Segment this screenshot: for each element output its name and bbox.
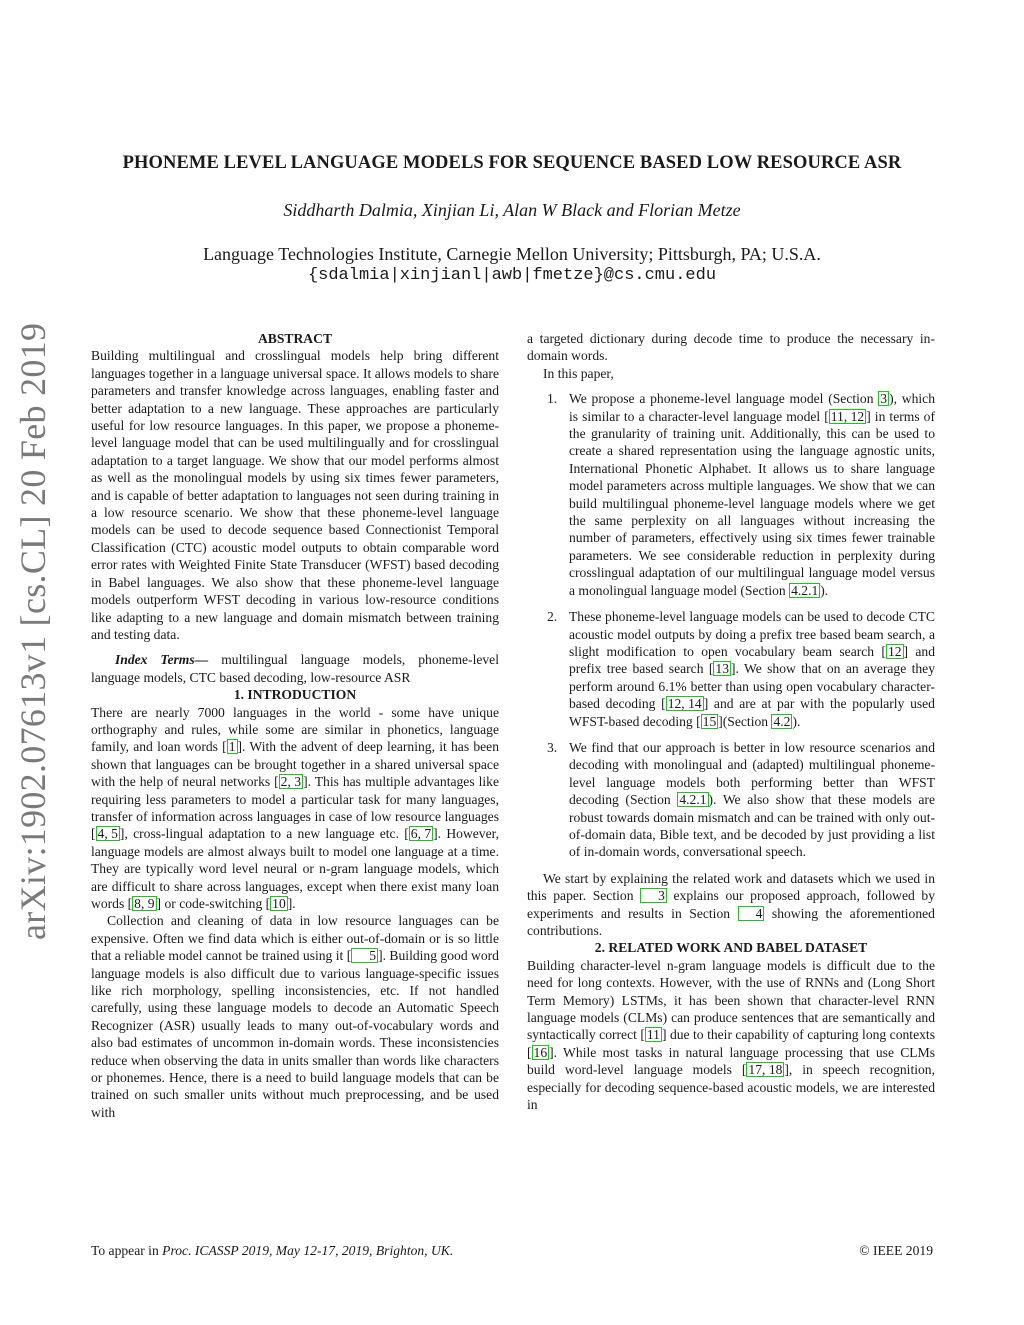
citation-link[interactable]: 12, 14	[667, 696, 702, 712]
related-heading: 2. RELATED WORK AND BABEL DATASET	[594, 940, 868, 956]
intro-paragraph-2: Collection and cleaning of data in low resource languages can be expensive. Often we find data which is either out-of-domain or is so little that a reliable model cannot be trained using it [ 5 ]. Building good word language models is also difficult due to various language-specific issues like rich morphology, spelling inconsistencies, etc. If not handled carefully, using these language models to decode an Automatic Speech Recognizer (ASR) usually leads to many out-of-vocabulary words and also bad estimates of uncommon in-domain words. These inconsistencies reduce when observing the data in units smaller than words like characters or phonemes. Hence, there is a need to build language models that can be trained on such smaller units without much preprocessing, and be used with	[91, 913, 499, 1120]
author-emails: {sdalmia|xinjianl|awb|fmetze}@cs.cmu.edu	[307, 266, 717, 285]
related-paragraph: Building character-level n-gram language models is difficult due to the need for long contexts. However, with the use of RNNs and (Long Short Term Memory) LSTMs, it has been shown that character-level RNN language models (CLMs) can produce sentences that are semantically and syntactically correct [ 11 ] due to their capability of capturing long contexts [ 16 ]. While most tasks in natural language processing that use CLMs build word-level language models [ 17, 18 ], in speech recognition, especially for decoding sequence-based acoustic models, we are interested in	[527, 957, 935, 1113]
intro-heading: 1. INTRODUCTION	[233, 687, 357, 703]
citation-link[interactable]: 1	[228, 739, 236, 755]
citation-link[interactable]: 16	[533, 1044, 548, 1060]
affiliation: Language Technologies Institute, Carnegie Mellon University; Pittsburgh, PA; U.S.A.	[203, 244, 821, 264]
authors: Siddharth Dalmia, Xinjian Li, Alan W Black and Florian Metze	[283, 200, 741, 220]
citation-link[interactable]: 4, 5	[97, 826, 118, 842]
left-column	[91, 330, 499, 1121]
section-link[interactable]: 4	[738, 906, 765, 921]
contributions-list	[527, 390, 935, 861]
citation-link[interactable]: 10	[272, 896, 286, 911]
footer-copyright: © IEEE 2019	[859, 1243, 933, 1258]
right-column	[527, 330, 935, 1113]
citation-link[interactable]: 11, 12	[830, 408, 865, 424]
list-item: 1. We propose a phoneme-level language model (Section 3 ), which is similar to a character-level language model [ 11, 12 ] in terms of the granularity of training unit. Additionally, this can be used to create a shared representation using the language agnostic units, International Phonetic Alphabet. It allows us to share language model parameters across multiple languages. We show that we can build multilingual phoneme-level language models where we get the same perplexity on all languages without increasing the number of parameters, effectively using six times fewer trainable parameters. We see considerable reduction in perplexity during crosslingual adaptation of our multilingual language model versus a monolingual language model (Section 4.2.1 ).	[547, 391, 935, 598]
list-item: 2. These phoneme-level language models can be used to decode CTC acoustic model outputs by doing a prefix tree based beam search, a slight modification to open vocabulary beam search [ 12 ] and prefix tree based search [ 13 ]. We show that on an average they perform around 6.1% better than using open vocabulary character-based decoding [ 12, 14 ] and are at par with the popularly used WFST-based decoding [ 15 ](Section 4.2 ).	[547, 609, 935, 729]
index-terms-label: Index Terms—	[115, 652, 209, 668]
citation-link[interactable]: 6, 7	[410, 826, 432, 842]
citation-link[interactable]: 15	[702, 713, 717, 729]
intro-paragraph-1: There are nearly 7000 languages in the world - some have unique orthography and rules, while some are similar in phonetics, language family, and loan words [ 1 ]. With the advent of deep learning, it has been shown that languages can be brought together in a shared universal space with the help of neural networks [ 2, 3 ]. This has multiple advantages like requiring less parameters to model a particular task for many languages, transfer of information across languages in case of low resource languages [ 4, 5 ], cross-lingual adaptation to a new language etc. [ 6, 7 ]. However, language models are almost always built to model one language at a time. They are typically word level neural or n-gram language models, which are difficult to share across languages, except when there exist many loan words [ 8, 9 ] or code-switching [ 10 ].	[91, 704, 500, 911]
citation-link[interactable]: 8, 9	[134, 896, 155, 911]
intro-closing: We start by explaining the related work and datasets which we used in this paper. Section 3 explains our proposed approach, followed by experiments and results in Section 4 showing the aforementioned contributions.	[527, 870, 935, 938]
arxiv-side-label: arXiv:1902.07613v1 [cs.CL] 20 Feb 2019	[13, 322, 53, 940]
section-link[interactable]: 4.2	[773, 713, 791, 729]
paper-title: PHONEME LEVEL LANGUAGE MODELS FOR SEQUENCE BASED LOW RESOURCE ASR	[122, 153, 902, 173]
footer-venue: To appear in Proc. ICASSP 2019, May 12-17, 2019, Brighton, UK.	[91, 1243, 454, 1258]
section-link[interactable]: 4.2.1	[679, 792, 707, 808]
citation-link[interactable]: 5	[351, 948, 378, 963]
citation-link[interactable]: 2, 3	[280, 774, 302, 790]
abstract-text: Building multilingual and crosslingual models help bring different languages together in a language universal space. It allows models to share parameters and transfer knowledge across languages, enabling faster and better adaptation to a new language. These approaches are particularly useful for low resource languages. In this paper, we propose a phoneme-level language model that can be used multilingually and for crosslingual adaptation to a target language. We show that our model performs almost as well as the monolingual models by using six times fewer parameters, and is capable of better adaptation to languages not seen during training in a low resource scenario. We show that these phoneme-level language models can be used to decode sequence based Connectionist Temporal Classification (CTC) acoustic model outputs to obtain comparable word error rates with Weighted Finite State Transducer (WFST) based decoding in Babel languages. We also show that these phoneme-level language models outperform WFST decoding in various low-resource conditions like adapting to a new language and domain mismatch between training and testing data.	[91, 348, 499, 642]
citation-link[interactable]: 17, 18	[748, 1062, 783, 1078]
citation-link[interactable]: 11	[646, 1027, 660, 1043]
section-link[interactable]: 3	[640, 888, 667, 903]
citation-link[interactable]: 12	[887, 643, 902, 659]
section-link[interactable]: 3	[880, 391, 888, 407]
list-item: 3. We find that our approach is better in low resource scenarios and decoding with monolingual and (adapted) multilingual phoneme-level language models both performing better than WFST decoding (Section 4.2.1 ). We also show that these models are robust towards domain mismatch and can be trained with only out-of-domain data, Bible text, and be decoded by just providing a list of in-domain words, conversational speech.	[547, 739, 935, 860]
index-terms	[91, 651, 499, 686]
in-this-paper: In this paper,	[543, 365, 614, 381]
intro-continuation: a targeted dictionary during decode time to produce the necessary in-domain words.	[527, 331, 935, 364]
section-link[interactable]: 4.2.1	[791, 582, 819, 598]
abstract-heading: ABSTRACT	[257, 331, 333, 346]
citation-link[interactable]: 13	[715, 661, 729, 677]
index-terms-text: multilingual language models, phoneme-level language models, CTC based decoding, low-resource ASR	[91, 652, 499, 685]
